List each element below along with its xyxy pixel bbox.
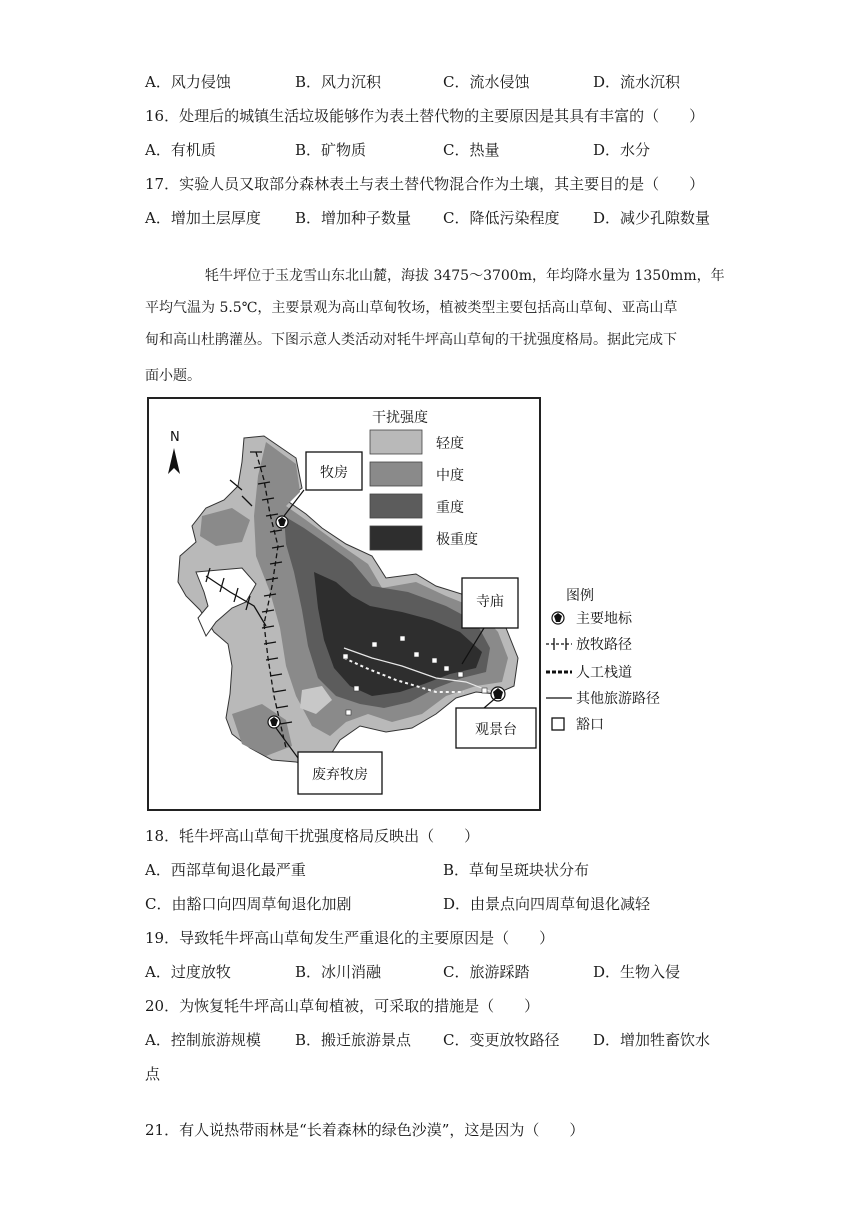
passage-line-2: 平均气温为 5.5℃，主要景观为高山草甸牧场，植被类型主要包括高山草甸、亚高山草 — [145, 300, 678, 316]
legend-gap-icon — [552, 718, 564, 730]
svg-text:其他旅游路径: 其他旅游路径 — [576, 691, 660, 707]
q16-option-c: C．热量 — [443, 141, 500, 159]
landmark-pasture-house-icon — [276, 516, 288, 528]
legend-swatch-medium — [370, 462, 422, 486]
symbol-legend — [546, 588, 660, 733]
q20-option-a: A．控制旅游规模 — [145, 1031, 261, 1049]
svg-text:主要地标: 主要地标 — [576, 611, 632, 627]
svg-text:寺庙: 寺庙 — [476, 594, 504, 610]
svg-text:牧房: 牧房 — [320, 465, 348, 481]
q20-option-b: B．搬迁旅游景点 — [295, 1031, 412, 1049]
passage-line-1: 牦牛坪位于玉龙雪山东北山麓，海拔 3475～3700m，年均降水量为 1350mm，年 — [205, 268, 725, 284]
legend-landmark-icon — [552, 612, 564, 624]
landmark-abandoned-house-icon — [268, 716, 280, 728]
label-viewing-platform — [456, 708, 536, 748]
legend-grazing-path-icon — [546, 638, 572, 650]
q19-option-c: C．旅游踩踏 — [443, 963, 530, 981]
q18-option-c: C．由豁口向四周草甸退化加剧 — [145, 895, 352, 913]
q18-stem: 18．牦牛坪高山草甸干扰强度格局反映出（ ） — [145, 827, 480, 845]
q16-stem: 16．处理后的城镇生活垃圾能够作为表土替代物的主要原因是其具有丰富的（ ） — [145, 107, 705, 125]
q20-option-c: C．变更放牧路径 — [443, 1031, 560, 1049]
svg-text:观景台: 观景台 — [475, 722, 517, 738]
svg-text:废弃牧房: 废弃牧房 — [312, 767, 368, 783]
q20-stem: 20．为恢复牦牛坪高山草甸植被，可采取的措施是（ ） — [145, 997, 540, 1015]
passage-line-4: 面小题。 — [145, 368, 201, 384]
svg-text:极重度: 极重度 — [436, 532, 478, 548]
legend-swatch-very-heavy — [370, 526, 422, 550]
label-pasture-house — [306, 452, 362, 490]
q15-option-a: A．风力侵蚀 — [145, 73, 231, 91]
svg-text:豁口: 豁口 — [576, 717, 604, 733]
svg-text:放牧路径: 放牧路径 — [576, 637, 632, 653]
q17-option-c: C．降低污染程度 — [443, 209, 560, 227]
q15-option-c: C．流水侵蚀 — [443, 73, 530, 91]
q19-option-d: D．生物入侵 — [593, 963, 681, 981]
svg-text:干扰强度: 干扰强度 — [372, 410, 428, 426]
q17-option-b: B．增加种子数量 — [295, 209, 412, 227]
q18-option-b: B．草甸呈斑块状分布 — [443, 861, 590, 879]
svg-text:N: N — [170, 430, 180, 445]
legend-swatch-heavy — [370, 494, 422, 518]
q19-option-b: B．冰川消融 — [295, 963, 382, 981]
q21-stem: 21．有人说热带雨林是“长着森林的绿色沙漠”，这是因为（ ） — [145, 1121, 585, 1139]
q18-option-d: D．由景点向四周草甸退化减轻 — [443, 895, 651, 913]
q17-option-d: D．减少孔隙数量 — [593, 209, 711, 227]
label-temple — [462, 578, 518, 628]
label-abandoned-house — [298, 752, 382, 794]
q17-stem: 17．实验人员又取部分森林表土与表土替代物混合作为土壤，其主要目的是（ ） — [145, 175, 705, 193]
passage-line-3: 甸和高山杜鹃灌丛。下图示意人类活动对牦牛坪高山草甸的干扰强度格局。据此完成下 — [145, 332, 677, 348]
q19-option-a: A．过度放牧 — [145, 963, 231, 981]
svg-text:图例: 图例 — [566, 588, 594, 604]
q17-option-a: A．增加土层厚度 — [145, 209, 261, 227]
svg-text:人工栈道: 人工栈道 — [576, 665, 632, 681]
svg-text:中度: 中度 — [436, 468, 464, 484]
q19-stem: 19．导致牦牛坪高山草甸发生严重退化的主要原因是（ ） — [145, 929, 555, 947]
legend-swatch-light — [370, 430, 422, 454]
q16-option-a: A．有机质 — [145, 141, 216, 159]
svg-text:轻度: 轻度 — [436, 436, 464, 452]
disturbance-map-figure — [146, 396, 706, 812]
svg-text:重度: 重度 — [436, 500, 464, 516]
q20-option-d: D．增加牲畜饮水 — [593, 1031, 711, 1049]
q16-option-d: D．水分 — [593, 141, 651, 159]
q18-option-a: A．西部草甸退化最严重 — [145, 861, 306, 879]
q20-option-d-wrap: 点 — [145, 1065, 161, 1083]
q15-option-d: D．流水沉积 — [593, 73, 681, 91]
q16-option-b: B．矿物质 — [295, 141, 367, 159]
q15-option-b: B．风力沉积 — [295, 73, 382, 91]
landmark-viewing-platform-icon — [491, 687, 505, 701]
